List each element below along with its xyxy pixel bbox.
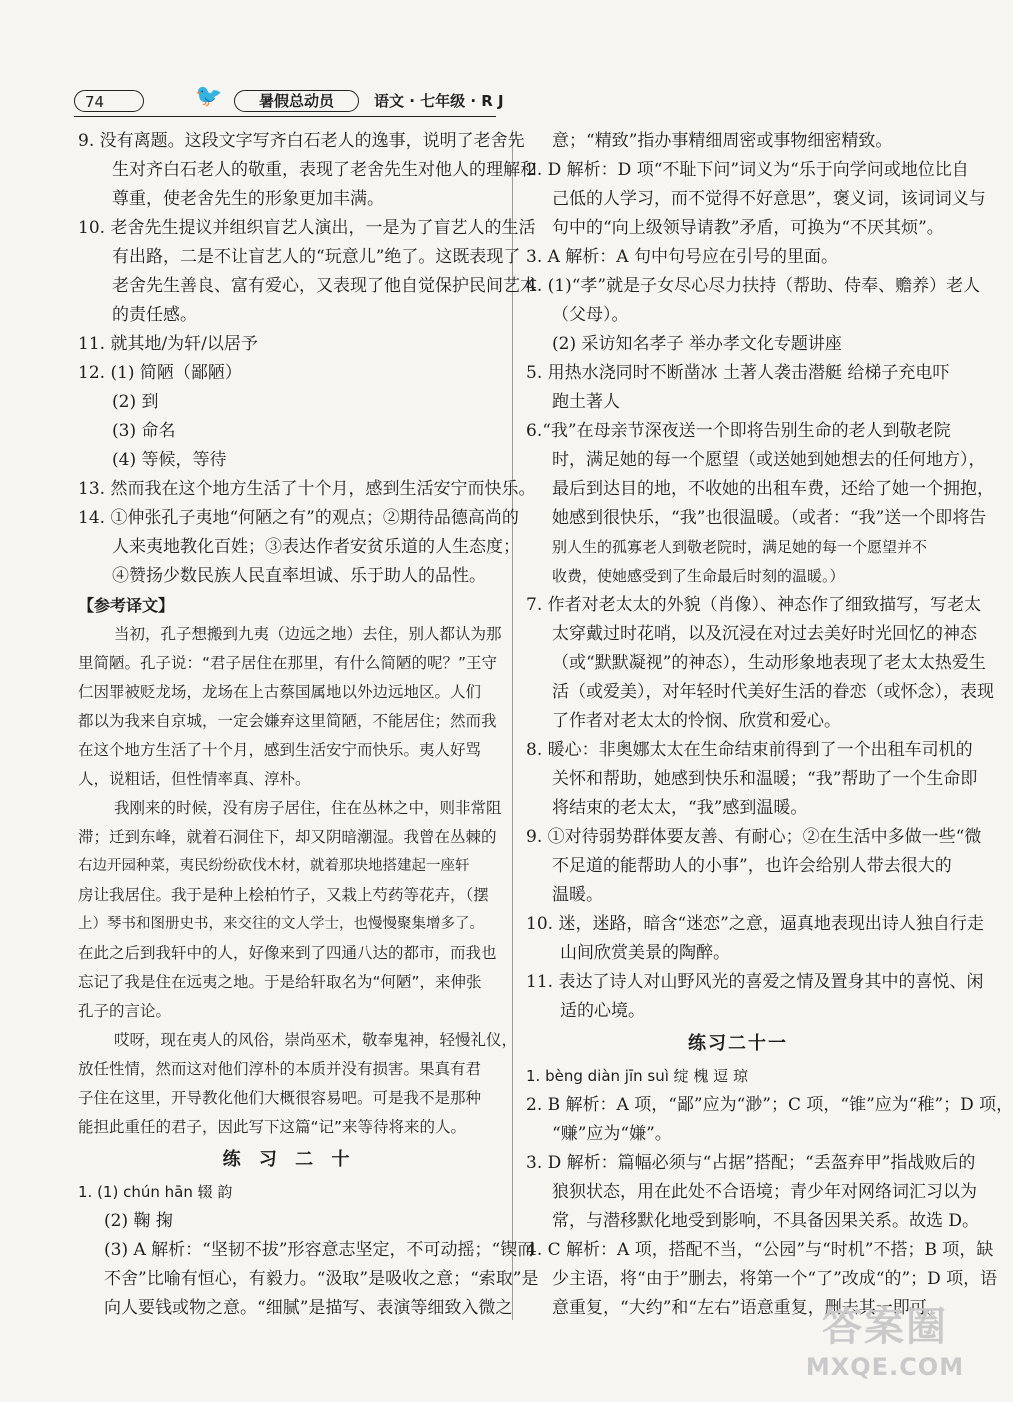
answer-line: 收费，使她感受到了生命最后时刻的温暖。） [552, 567, 845, 585]
watermark-logo [790, 1302, 980, 1388]
translation-line: 忘记了我是住在远夷之地。于是给轩取名为“何陋”，来伸张 [78, 973, 482, 991]
answer-line: (3) A 解析：“坚韧不拔”形容意志坚定，不可动摇；“锲而 [104, 1240, 535, 1260]
translation-line: 能担此重任的君子，因此写下这篇“记”来等待将来的人。 [78, 1118, 467, 1136]
answer-line: 1. (1) chún hān 辍 韵 [78, 1183, 233, 1201]
answer-line: 适的心境。 [560, 1001, 645, 1021]
translation-line: 都以为我来自京城，一定会嫌弃这里简陋，不能居住；然而我 [78, 712, 497, 730]
answer-line: 关怀和帮助，她感到快乐和温暖；“我”帮助了一个生命即 [552, 769, 978, 789]
answer-line: 4. (1)“孝”就是子女尽心尽力扶持（帮助、侍奉、赡养）老人 [526, 276, 981, 296]
answer-line: 意重复，“大约”和“左右”语意重复，删去其一即可。 [552, 1298, 944, 1318]
answer-line: 13. 然而我在这个地方生活了十个月，感到生活安宁而快乐。 [78, 479, 536, 499]
subject-label: 语文 · 七年级 · R J [374, 92, 504, 110]
answer-line: 老舍先生善良、富有爱心，又表现了他自觉保护民间艺术 [112, 276, 537, 296]
translation-line: 孔子的言论。 [78, 1002, 172, 1020]
answer-line: 跑土著人 [552, 392, 620, 412]
translation-line: 房让我居住。我于是种上桧柏竹子，又栽上芍药等花卉，（摆 [78, 886, 489, 904]
answer-line: 1. bèng diàn jīn suì 绽 槐 逗 琼 [526, 1067, 748, 1085]
page-header [74, 84, 504, 114]
answer-line: 时，满足她的每一个愿望（或送她到她想去的任何地方）， [552, 450, 986, 470]
book-title: 暑假总动员 [234, 90, 359, 112]
answer-line: 不足道的能帮助人的小事”，也许会给别人带去很大的 [552, 856, 952, 876]
answer-line: 14. ①伸张孔子夷地“何陋之有”的观点；②期待品德高尚的 [78, 508, 519, 528]
answer-line: “赚”应为“嫌”。 [552, 1124, 672, 1144]
answer-line: 人来夷地教化百姓；③表达作者安贫乐道的人生态度； [112, 537, 520, 557]
translation-line: 哎呀，现在夷人的风俗，崇尚巫术，敬奉鬼神，轻慢礼仪， [114, 1031, 518, 1049]
column-divider [512, 130, 513, 1320]
answer-line: 常，与潜移默化地受到影响，不具备因果关系。故选 D。 [552, 1211, 980, 1231]
answer-line: 2. D 解析：D 项“不耻下问”词义为“乐于向学问或地位比自 [526, 160, 969, 180]
answer-line: 12. (1) 简陋（鄙陋） [78, 363, 242, 383]
answer-line: 山间欣赏美景的陶醉。 [560, 943, 730, 963]
answer-line: (2) 采访知名孝子 举办孝文化专题讲座 [552, 334, 842, 354]
translation-line: 当初，孔子想搬到九夷（边远之地）去住，别人都认为那 [114, 625, 502, 643]
answer-line: 5. 用热水浇同时不断凿冰 土著人袭击潜艇 给梯子充电吓 [526, 363, 950, 383]
answer-line: 了作者对老太太的怜悯、欣赏和爱心。 [552, 711, 841, 731]
answer-line: 向人要钱或物之意。“细腻”是描写、表演等细致入微之 [104, 1298, 513, 1318]
answer-line: 她感到很快乐，“我”也很温暖。（或者：“我”送一个即将告 [552, 508, 987, 528]
section-title-20: 练 习 二 十 [222, 1149, 356, 1170]
answer-line: 太穿戴过时花哨，以及沉浸在对过去美好时光回忆的神态 [552, 624, 977, 644]
answer-line: （父母）。 [552, 305, 629, 325]
page-number: 74 [74, 90, 144, 112]
answer-line: 狼狈状态，用在此处不合语境；青少年对网络词汇习以为 [552, 1182, 977, 1202]
translation-line: 右边开园种菜，夷民纷纷砍伐木材，就着那块地搭建起一座轩 [78, 858, 470, 874]
translation-line: 在这个地方生活了十个月，感到生活安宁而快乐。夷人好骂 [78, 741, 482, 759]
answer-line: 9. 没有离题。这段文字写齐白石老人的逸事，说明了老舍先 [78, 131, 525, 151]
answer-line: 温暖。 [552, 885, 603, 905]
answer-line: 10. 迷，迷路，暗含“迷恋”之意，逼真地表现出诗人独自行走 [526, 914, 984, 934]
translation-line: 人，说粗话，但性情率真、淳朴。 [78, 770, 311, 788]
answer-line: 意；“精致”指办事精细周密或事物细密精致。 [552, 131, 893, 151]
answer-line: 尊重，使老舍先生的形象更加丰满。 [112, 189, 384, 209]
header-rule [74, 116, 496, 117]
translation-label: 【参考译文】 [78, 596, 175, 615]
answer-line: 生对齐白石老人的敬重，表现了老舍先生对他人的理解和 [112, 160, 537, 180]
answer-line: (3) 命名 [112, 421, 176, 441]
translation-line: 仁因罪被贬龙场，龙场在上古蔡国属地以外边远地区。人们 [78, 683, 482, 701]
translation-line: 在此之后到我轩中的人，好像来到了四通八达的都市，而我也 [78, 944, 497, 962]
answer-line: 别人生的孤寡老人到敬老院时，满足她的每一个愿望并不 [552, 538, 928, 556]
answer-line: （或“默默凝视”的神态），生动形象地表现了老太太热爱生 [552, 653, 986, 673]
answer-line: 8. 暖心：非奥娜太太在生命结束前得到了一个出租车司机的 [526, 740, 973, 760]
bird-mascot-icon: 🐦 [195, 84, 223, 109]
translation-line: 上）琴书和图册史书，来交往的文人学士，也慢慢聚集增多了。 [78, 916, 484, 932]
answer-line: (2) 鞠 掬 [104, 1211, 173, 1231]
answer-line: 11. 表达了诗人对山野风光的喜爱之情及置身其中的喜悦、闲 [526, 972, 984, 992]
answer-line: 最后到达目的地，不收她的出租车费，还给了她一个拥抱， [552, 479, 994, 499]
answer-line: 将结束的老太太，“我”感到温暖。 [552, 798, 808, 818]
translation-line: 里简陋。孔子说：“君子居住在那里，有什么简陋的呢？”王守 [78, 654, 498, 672]
answer-line: 6.“我”在母亲节深夜送一个即将告别生命的老人到敬老院 [526, 421, 951, 441]
translation-line: 子住在这里，开导教化他们大概很容易吧。可是我不是那种 [78, 1089, 482, 1107]
answer-line: 2. B 解析：A 项，“鄙”应为“渺”；C 项，“锥”应为“稚”；D 项， [526, 1095, 1013, 1115]
translation-line: 放任性情，然而这对他们淳朴的本质并没有损害。果真有君 [78, 1060, 482, 1078]
answer-line: 10. 老舍先生提议并组织盲艺人演出，一是为了盲艺人的生活 [78, 218, 536, 238]
answer-line: (2) 到 [112, 392, 159, 412]
answer-line: 有出路，二是不让盲艺人的“玩意儿”绝了。这既表现了 [112, 247, 521, 267]
section-title-21: 练习二十一 [688, 1033, 788, 1054]
answer-line: 不舍”比喻有恒心，有毅力。“汲取”是吸收之意；“索取”是 [104, 1269, 539, 1289]
answer-line: 活（或爱美），对年轻时代美好生活的眷恋（或怀念），表现 [552, 682, 994, 702]
answer-line: 7. 作者对老太太的外貌（肖像）、神态作了细致描写，写老太 [526, 595, 982, 615]
answer-line: 句中的“向上级领导请教”矛盾，可换为“不厌其烦”。 [552, 218, 944, 238]
answer-line: ④赞扬少数民族人民直率坦诚、乐于助人的品性。 [112, 566, 486, 586]
watermark-bottom: MXQE.COM [805, 1353, 965, 1381]
watermark-top: 答案圈 [822, 1304, 948, 1350]
answer-line: 3. D 解析：篇幅必须与“占据”搭配；“丢盔弃甲”指战败后的 [526, 1153, 976, 1173]
answer-line: (4) 等候，等待 [112, 450, 227, 470]
left-column [78, 127, 539, 1323]
translation-line: 我刚来的时候，没有房子居住，住在丛林之中，则非常阻 [114, 799, 502, 817]
answer-line: 少主语，将“由于”删去，将第一个“了”改成“的”；D 项，语 [552, 1269, 998, 1289]
translation-line: 滞；迁到东峰，就着石洞住下，却又阴暗潮湿。我曾在丛棘的 [78, 828, 497, 846]
answer-line: 11. 就其地/为轩/以居予 [78, 334, 258, 354]
answer-line: 9. ①对待弱势群体要友善、有耐心；②在生活中多做一些“微 [526, 827, 982, 847]
answer-line: 4. C 解析：A 项，搭配不当，“公园”与“时机”不搭；B 项，缺 [526, 1240, 994, 1260]
answer-line: 3. A 解析：A 句中句号应在引号的里面。 [526, 247, 838, 267]
answer-line: 的责任感。 [112, 305, 197, 325]
right-column [526, 127, 1013, 1323]
answer-line: 己低的人学习，而不觉得不好意思”，褒义词，该词词义与 [552, 189, 986, 209]
